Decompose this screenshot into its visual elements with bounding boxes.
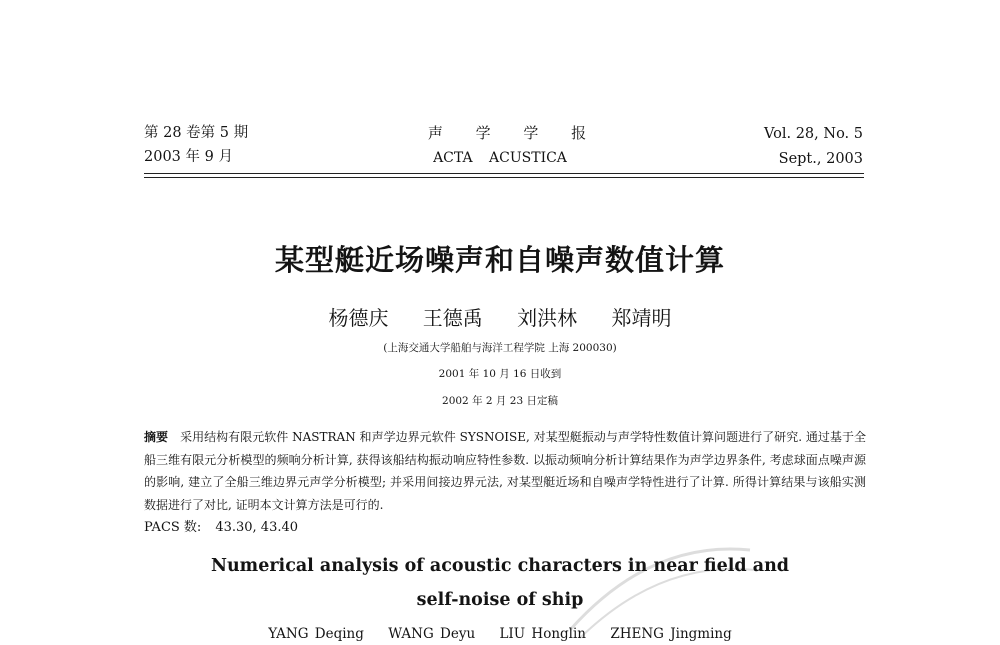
author-en: YANG Deqing (268, 626, 364, 642)
volume-issue-en: Vol. 28, No. 5 (763, 126, 863, 142)
pacs-value: 43.30, 43.40 (215, 520, 299, 535)
header-rule-top (144, 173, 864, 174)
abstract (144, 426, 866, 516)
pacs-line (144, 518, 298, 538)
author-en: LIU Honglin (499, 626, 587, 642)
abstract-text: 采用结构有限元软件 NASTRAN 和声学边界元软件 SYSNOISE, 对某型艇振动与声学特性数值计算问题进行了研究. 通过基于全船三维有限元分析模型的频响分析计算, 获得该船结构振动响应特性参数. 以振动频响分析计算结果作为声学边界条件, 考虑球面点噪声源的影响, 建立了全船三维边界元声学分析模型; 并采用间接边界元法, 对某型艇近场和自噪声学特性进行了计算. 所得计算结果与该船实测数据进行了对比, 证明本文计算方法是可行的. (144, 430, 866, 512)
watermark-graphic (560, 520, 760, 640)
authors-en (0, 626, 1000, 642)
pacs-label: PACS 数: (144, 520, 202, 535)
paper-title-en-line1: Numerical analysis of acoustic characters in near field and (210, 556, 790, 576)
abstract-label: 摘要 (144, 430, 169, 444)
author-en: WANG Deyu (388, 626, 476, 642)
journal-name-en: ACTA ACUSTICA (433, 150, 567, 166)
accepted-date: 2002 年 2 月 23 日定稿 (442, 395, 558, 407)
authors-cn: 杨德庆 王德禹 刘洪林 郑靖明 (328, 306, 672, 330)
affiliation: (上海交通大学船舶与海洋工程学院 上海 200030) (383, 342, 617, 354)
journal-name-cn: 声 学 学 报 (427, 124, 601, 142)
header-rule-bottom (144, 177, 864, 178)
volume-issue-cn: 第 28 卷第 5 期 (144, 125, 249, 141)
date-en: Sept., 2003 (778, 151, 863, 167)
date-cn: 2003 年 9 月 (144, 149, 233, 165)
paper-title-en-line2: self-noise of ship (416, 590, 584, 610)
paper-title-cn: 某型艇近场噪声和自噪声数值计算 (274, 243, 725, 277)
author-en: ZHENG Jingming (610, 626, 732, 642)
received-date: 2001 年 10 月 16 日收到 (438, 368, 562, 380)
